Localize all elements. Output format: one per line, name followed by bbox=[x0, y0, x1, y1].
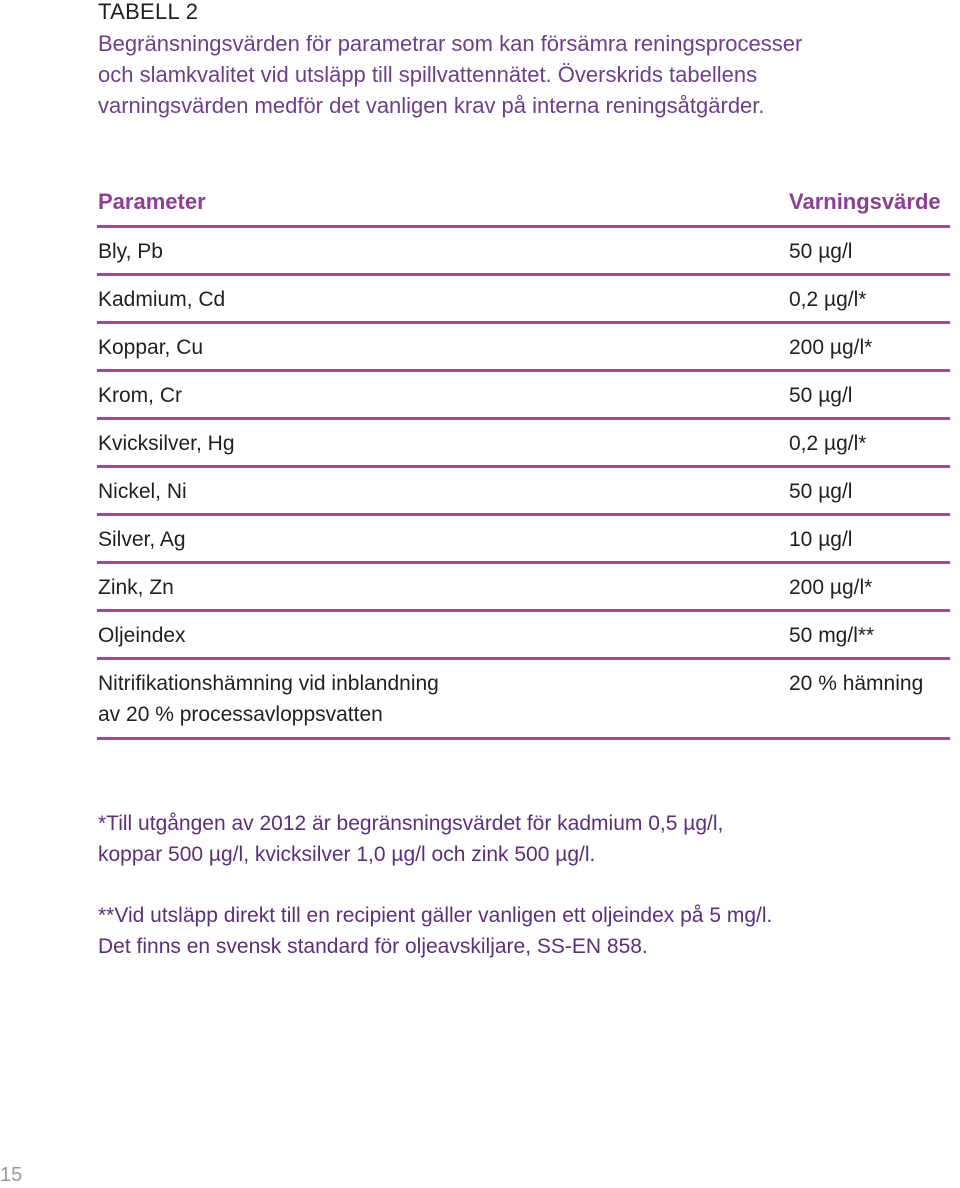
header-warning-value: Varningsvärde bbox=[789, 189, 941, 214]
table-header-row bbox=[97, 178, 950, 228]
value-cell: 50 µg/l bbox=[789, 384, 853, 407]
table-row bbox=[97, 420, 950, 468]
value-cell: 200 µg/l* bbox=[789, 336, 873, 359]
parameter-cell: Kadmium, Cd bbox=[98, 288, 226, 311]
parameter-cell: Silver, Ag bbox=[98, 528, 186, 551]
footnote-line: *Till utgången av 2012 är begränsningsvärdet för kadmium 0,5 µg/l, bbox=[98, 812, 724, 835]
parameter-cell bbox=[98, 668, 439, 730]
parameter-cell: Zink, Zn bbox=[98, 576, 174, 599]
parameter-cell: Bly, Pb bbox=[98, 240, 163, 263]
page-number: 15 bbox=[0, 1164, 23, 1186]
table-row bbox=[97, 612, 950, 660]
table-row bbox=[97, 372, 950, 420]
parameter-cell: Oljeindex bbox=[98, 624, 186, 647]
value-cell: 10 µg/l bbox=[789, 528, 853, 551]
value-cell: 50 µg/l bbox=[789, 240, 853, 263]
value-cell: 0,2 µg/l* bbox=[789, 288, 867, 311]
caption-line: varningsvärden medför det vanligen krav på interna reningsåtgärder. bbox=[98, 93, 765, 118]
value-cell: 20 % hämning bbox=[789, 672, 924, 695]
caption-line: och slamkvalitet vid utsläpp till spillvattennätet. Överskrids tabellens bbox=[98, 62, 758, 87]
parameter-line: av 20 % processavloppsvatten bbox=[98, 703, 383, 726]
table-row bbox=[97, 660, 950, 740]
footnote-line: **Vid utsläpp direkt till en recipient gäller vanligen ett oljeindex på 5 mg/l. bbox=[98, 904, 773, 927]
value-cell: 50 mg/l** bbox=[789, 624, 875, 647]
parameter-line: Nitrifikationshämning vid inblandning bbox=[98, 672, 439, 695]
header-parameter: Parameter bbox=[98, 189, 206, 214]
table-row bbox=[97, 324, 950, 372]
caption-line: Begränsningsvärden för parametrar som kan försämra reningsprocesser bbox=[98, 31, 803, 56]
footnote-line: Det finns en svensk standard för oljeavskiljare, SS-EN 858. bbox=[98, 935, 648, 958]
parameter-cell: Nickel, Ni bbox=[98, 480, 187, 503]
value-cell: 200 µg/l* bbox=[789, 576, 873, 599]
parameter-cell: Krom, Cr bbox=[98, 384, 182, 407]
table-row bbox=[97, 228, 950, 276]
table-label: TABELL 2 bbox=[98, 0, 199, 24]
parameter-cell: Koppar, Cu bbox=[98, 336, 204, 359]
parameter-cell: Kvicksilver, Hg bbox=[98, 432, 235, 455]
table-row bbox=[97, 468, 950, 516]
footnotes bbox=[98, 808, 938, 992]
table-caption bbox=[98, 28, 938, 121]
table-row bbox=[97, 516, 950, 564]
footnote bbox=[98, 808, 938, 870]
footnote bbox=[98, 900, 938, 962]
table-row bbox=[97, 276, 950, 324]
limits-table bbox=[97, 178, 950, 740]
footnote-line: koppar 500 µg/l, kvicksilver 1,0 µg/l och zink 500 µg/l. bbox=[98, 843, 596, 866]
value-cell: 50 µg/l bbox=[789, 480, 853, 503]
table-row bbox=[97, 564, 950, 612]
value-cell: 0,2 µg/l* bbox=[789, 432, 867, 455]
